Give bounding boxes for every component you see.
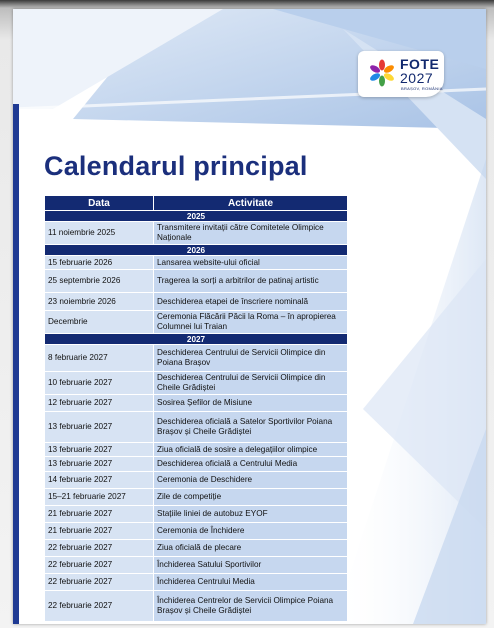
event-date: 22 februarie 2027 bbox=[45, 591, 154, 622]
table-row bbox=[45, 574, 348, 591]
table-header-row bbox=[45, 196, 348, 211]
table-row bbox=[45, 489, 348, 506]
event-activity: Deschiderea etapei de înscriere nominală bbox=[154, 293, 348, 311]
event-date: 8 februarie 2027 bbox=[45, 345, 154, 372]
column-header-date: Data bbox=[45, 196, 154, 211]
table-row bbox=[45, 293, 348, 311]
table-row bbox=[45, 270, 348, 293]
table-row bbox=[45, 523, 348, 540]
table-row bbox=[45, 457, 348, 472]
event-activity: Ceremonia de Deschidere bbox=[154, 472, 348, 489]
document-page bbox=[13, 9, 486, 624]
table-row bbox=[45, 395, 348, 412]
event-date: 13 februarie 2027 bbox=[45, 412, 154, 443]
event-date: 21 februarie 2027 bbox=[45, 506, 154, 523]
event-date: Decembrie bbox=[45, 311, 154, 334]
table-row bbox=[45, 222, 348, 245]
event-activity: Sosirea Șefilor de Misiune bbox=[154, 395, 348, 412]
event-activity: Închiderea Centrului Media bbox=[154, 574, 348, 591]
event-activity: Închiderea Satului Sportivilor bbox=[154, 557, 348, 574]
event-date: 22 februarie 2027 bbox=[45, 557, 154, 574]
event-date: 11 noiembrie 2025 bbox=[45, 222, 154, 245]
year-label: 2025 bbox=[45, 211, 348, 222]
event-activity: Ziua oficială de plecare bbox=[154, 540, 348, 557]
event-date: 13 februarie 2027 bbox=[45, 457, 154, 472]
table-row bbox=[45, 372, 348, 395]
table-row bbox=[45, 472, 348, 489]
event-activity: Lansarea website-ului oficial bbox=[154, 256, 348, 270]
event-activity: Deschiderea oficială a Centrului Media bbox=[154, 457, 348, 472]
table-row bbox=[45, 591, 348, 622]
event-activity: Închiderea Centrelor de Servicii Olimpice Poiana Brașov și Cheile Grădiștei bbox=[154, 591, 348, 622]
event-activity: Deschiderea oficială a Satelor Sportivilor Poiana Brașov și Cheile Grădiștei bbox=[154, 412, 348, 443]
fote-logo bbox=[358, 51, 444, 97]
event-activity: Deschiderea Centrului de Servicii Olimpice din Cheile Grădiștei bbox=[154, 372, 348, 395]
year-label: 2027 bbox=[45, 334, 348, 345]
event-activity: Stațiile liniei de autobuz EYOF bbox=[154, 506, 348, 523]
calendar-table bbox=[44, 195, 348, 622]
table-row bbox=[45, 443, 348, 457]
year-row bbox=[45, 245, 348, 256]
logo-wordmark: FOTE bbox=[400, 56, 440, 72]
table-row bbox=[45, 311, 348, 334]
table-row bbox=[45, 506, 348, 523]
event-date: 22 februarie 2027 bbox=[45, 540, 154, 557]
calendar-body bbox=[45, 211, 348, 622]
event-date: 13 februarie 2027 bbox=[45, 443, 154, 457]
event-date: 22 februarie 2027 bbox=[45, 574, 154, 591]
event-date: 14 februarie 2027 bbox=[45, 472, 154, 489]
table-row bbox=[45, 540, 348, 557]
event-activity: Ceremonia Flăcării Păcii la Roma – în apropierea Columnei lui Traian bbox=[154, 311, 348, 334]
event-date: 21 februarie 2027 bbox=[45, 523, 154, 540]
event-date: 15–21 februarie 2027 bbox=[45, 489, 154, 506]
event-activity: Ceremonia de Închidere bbox=[154, 523, 348, 540]
table-row bbox=[45, 256, 348, 270]
column-header-activity: Activitate bbox=[154, 196, 348, 211]
table-row bbox=[45, 557, 348, 574]
event-date: 15 februarie 2026 bbox=[45, 256, 154, 270]
event-activity: Ziua oficială de sosire a delegațiilor olimpice bbox=[154, 443, 348, 457]
year-row bbox=[45, 211, 348, 222]
table-row bbox=[45, 345, 348, 372]
logo-subtitle: BRAȘOV, ROMÂNIA bbox=[401, 86, 443, 91]
snowflake-logo-icon bbox=[368, 59, 396, 87]
event-activity: Deschiderea Centrului de Servicii Olimpice din Poiana Brașov bbox=[154, 345, 348, 372]
event-activity: Zile de competiție bbox=[154, 489, 348, 506]
event-date: 25 septembrie 2026 bbox=[45, 270, 154, 293]
year-row bbox=[45, 334, 348, 345]
page-title: Calendarul principal bbox=[44, 151, 308, 181]
year-label: 2026 bbox=[45, 245, 348, 256]
event-activity: Transmitere invitații către Comitetele Olimpice Naționale bbox=[154, 222, 348, 245]
event-date: 12 februarie 2027 bbox=[45, 395, 154, 412]
table-row bbox=[45, 412, 348, 443]
side-stripe bbox=[13, 104, 19, 624]
event-activity: Tragerea la sorți a arbitrilor de patinaj artistic bbox=[154, 270, 348, 293]
logo-year: 2027 bbox=[400, 70, 434, 86]
event-date: 23 noiembrie 2026 bbox=[45, 293, 154, 311]
event-date: 10 februarie 2027 bbox=[45, 372, 154, 395]
